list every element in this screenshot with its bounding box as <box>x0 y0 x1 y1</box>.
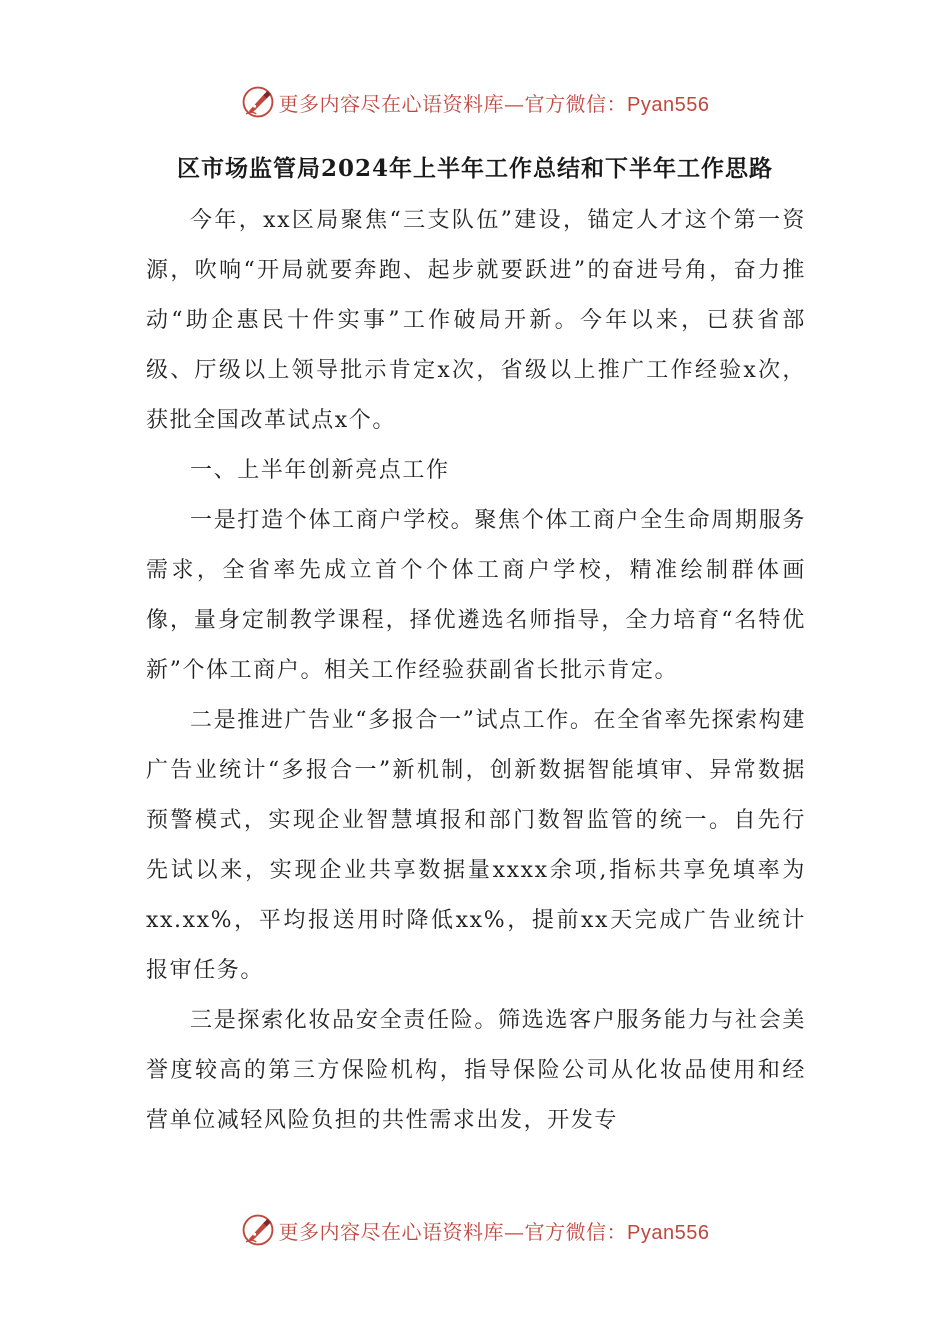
paragraph-item-2: 二是推进广告业“多报合一”试点工作。在全省率先探索构建广告业统计“多报合一”新机制，创新数据智能填审、异常数据预警模式，实现企业智慧填报和部门数智监管的统一。自先行先试以来，实现企业共享数据量xxxx余项,指标共享免填率为xx.xx%，平均报送用时降低xx%，提前xx天完成广告业统计报审任务。 <box>146 708 806 983</box>
paragraph-item-3: 三是探索化妆品安全责任险。筛选选客户服务能力与社会美誉度较高的第三方保险机构，指导保险公司从化妆品使用和经营单位减轻风险负担的共性需求出发，开发专 <box>146 1008 806 1133</box>
pen-nib-logo-icon <box>241 85 275 119</box>
paragraph-intro: 今年，xx区局聚焦“三支队伍”建设，锚定人才这个第一资源，吹响“开局就要奔跑、起步就要跃进”的奋进号角，奋力推动“助企惠民十件实事”工作破局开新。今年以来，已获省部级、厅级以上领导批示肯定x次，省级以上推广工作经验x次，获批全国改革试点x个。 <box>146 208 806 433</box>
watermark-text: 更多内容尽在心语资料库—官方微信：Pyan556 <box>278 91 710 116</box>
section-heading: 一、上半年创新亮点工作 <box>190 458 450 483</box>
paragraph-item-1: 一是打造个体工商户学校。聚焦个体工商户全生命周期服务需求，全省率先成立首个个体工商户学校，精准绘制群体画像，量身定制教学课程，择优遴选名师指导，全力培育“名特优新”个体工商户。相关工作经验获副省长批示肯定。 <box>146 508 806 683</box>
wechat-id: Pyan556 <box>627 93 710 116</box>
watermark-footer <box>0 1210 950 1250</box>
document-title: 区市场监管局2024年上半年工作总结和下半年工作思路 <box>176 155 773 182</box>
watermark-text: 更多内容尽在心语资料库—官方微信：Pyan556 <box>278 1219 710 1244</box>
document-body <box>146 196 806 1146</box>
wechat-id: Pyan556 <box>627 1221 710 1244</box>
watermark-header <box>0 82 950 122</box>
pen-nib-logo-icon <box>241 1213 275 1247</box>
